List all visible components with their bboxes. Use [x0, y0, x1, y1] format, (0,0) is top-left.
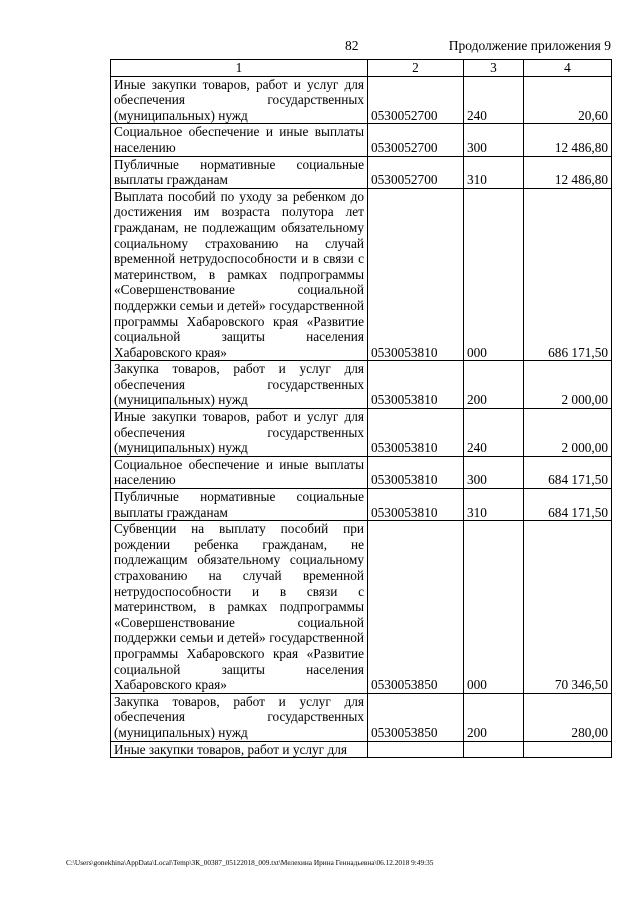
row-code: 0530052700: [368, 124, 464, 156]
table-row: [111, 156, 612, 188]
row-code: 0530053810: [368, 361, 464, 409]
table-row: [111, 124, 612, 156]
row-code: 0530052700: [368, 76, 464, 124]
row-name: Выплата пособий по уходу за ребенком до достижения им возраста полутора лет гражданам, не подлежащим обязательному социальному страхованию на случай временной нетрудоспособности и в связи с материнством, в рамках подпрограммы «Совершенствование социальной поддержки семьи и детей» государственной программы Хабаровского края «Развитие социальной защиты населения Хабаровского края»: [111, 188, 368, 361]
row-vr: 300: [464, 456, 524, 488]
row-vr: 310: [464, 489, 524, 521]
table-row: [111, 76, 612, 124]
table-row: [111, 188, 612, 361]
row-vr: 200: [464, 693, 524, 741]
row-vr: 240: [464, 409, 524, 457]
table-header-row: [111, 60, 612, 77]
table-row: [111, 741, 612, 758]
row-name: Публичные нормативные социальные выплаты гражданам: [111, 156, 368, 188]
table-row: [111, 409, 612, 457]
row-name: Социальное обеспечение и иные выплаты населению: [111, 456, 368, 488]
row-vr: [464, 741, 524, 758]
table-row: [111, 361, 612, 409]
row-code: 0530053810: [368, 456, 464, 488]
row-amount: 684 171,50: [524, 489, 612, 521]
row-vr: 300: [464, 124, 524, 156]
row-code: 0530053810: [368, 188, 464, 361]
table-row: [111, 456, 612, 488]
row-name: Социальное обеспечение и иные выплаты населению: [111, 124, 368, 156]
budget-table: [110, 59, 612, 758]
row-name: Закупка товаров, работ и услуг для обеспечения государственных (муниципальных) нужд: [111, 693, 368, 741]
row-code: 0530053850: [368, 693, 464, 741]
row-amount: 686 171,50: [524, 188, 612, 361]
row-code: 0530053850: [368, 521, 464, 694]
page-number: 82: [345, 38, 359, 53]
row-code: 0530053810: [368, 489, 464, 521]
table-row: [111, 521, 612, 694]
row-name: Закупка товаров, работ и услуг для обеспечения государственных (муниципальных) нужд: [111, 361, 368, 409]
row-vr: 200: [464, 361, 524, 409]
row-amount: 20,60: [524, 76, 612, 124]
row-name: Субвенции на выплату пособий при рождении ребенка гражданам, не подлежащим обязательному социальному страхованию на случай временной нетрудоспособности и в связи с материнством, в рамках подпрограммы «Совершенствование социальной поддержки семьи и детей» государственной программы Хабаровского края «Развитие социальной защиты населения Хабаровского края»: [111, 521, 368, 694]
table-row: [111, 693, 612, 741]
column-header: 2: [368, 60, 464, 77]
row-amount: 2 000,00: [524, 361, 612, 409]
row-amount: 2 000,00: [524, 409, 612, 457]
row-code: 0530053810: [368, 409, 464, 457]
row-vr: 310: [464, 156, 524, 188]
row-name: Иные закупки товаров, работ и услуг для обеспечения государственных (муниципальных) нужд: [111, 409, 368, 457]
row-vr: 000: [464, 188, 524, 361]
row-amount: 280,00: [524, 693, 612, 741]
row-amount: 70 346,50: [524, 521, 612, 694]
row-amount: 684 171,50: [524, 456, 612, 488]
row-code: [368, 741, 464, 758]
row-amount: 12 486,80: [524, 124, 612, 156]
row-name: Иные закупки товаров, работ и услуг для: [111, 741, 368, 758]
row-amount: [524, 741, 612, 758]
column-header: 1: [111, 60, 368, 77]
row-amount: 12 486,80: [524, 156, 612, 188]
continuation-label: Продолжение приложения 9: [448, 38, 611, 53]
row-name: Публичные нормативные социальные выплаты гражданам: [111, 489, 368, 521]
row-code: 0530052700: [368, 156, 464, 188]
row-name: Иные закупки товаров, работ и услуг для обеспечения государственных (муниципальных) нужд: [111, 76, 368, 124]
footer-file-path: C:\Users\gonekhina\AppData\Local\Temp\ЗК_00387_05122018_009.txt\Мелехина Ирина Геннадьевна\06.12.2018 9:49:35: [66, 858, 434, 867]
row-vr: 000: [464, 521, 524, 694]
column-header: 3: [464, 60, 524, 77]
column-header: 4: [524, 60, 612, 77]
table-row: [111, 489, 612, 521]
row-vr: 240: [464, 76, 524, 124]
